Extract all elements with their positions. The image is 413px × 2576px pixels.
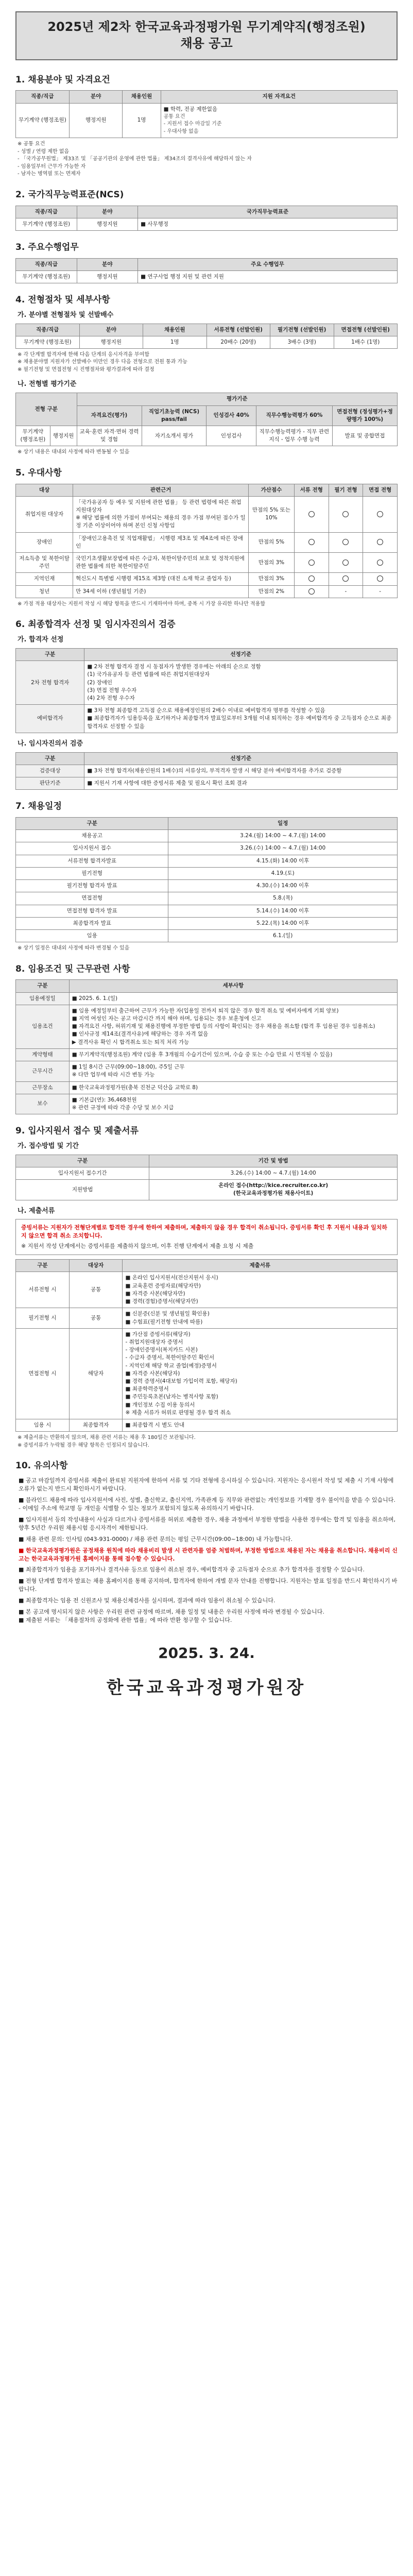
section-preference	[15, 467, 398, 608]
table-row	[16, 1081, 398, 1094]
table-cell: 만점의 3%	[249, 573, 295, 585]
table-cell	[329, 532, 363, 552]
subsection-heading: 나. 전형별 평가기준	[18, 380, 77, 388]
section-notices	[15, 1460, 398, 1624]
applies-circle-icon	[377, 575, 383, 582]
selection-ratio-table	[15, 324, 398, 349]
notice-item: ■ 공고 마감일까지 증빙서류 제출이 완료된 지원자에 한하여 서류 및 기타 전형에 응시하실 수 있습니다. 지원자는 응시원서 작성 및 제출 시 기재 사항에 오류가 없는지 반드시 확인하시기 바랍니다.	[19, 1477, 394, 1492]
table-row	[16, 1005, 398, 1048]
table-cell	[329, 573, 363, 585]
table-header: 구분	[16, 1155, 149, 1167]
table-header: 기간 및 방법	[149, 1155, 398, 1167]
table-cell: 3.24.(월) 14:00 ~ 4.7.(월) 14:00	[168, 830, 398, 842]
section-heading: 1. 채용분야 및 자격요건	[15, 74, 110, 85]
verification-table	[15, 752, 398, 790]
subsection-heading: 가. 접수방법 및 기간	[18, 1142, 79, 1150]
table-cell: ■ 신분증(신분 및 생년월일 확인용) ■ 수험표(필기전형 안내에 따름)	[123, 1308, 398, 1328]
table-cell: 행정지원	[50, 426, 77, 446]
table-header: 제출서류	[123, 1260, 398, 1272]
selection-criteria-table	[15, 648, 398, 733]
table-cell: 해당자	[69, 1328, 123, 1419]
table-cell: ■ 2025. 6. 1.(일)	[69, 992, 397, 1005]
notice-list	[15, 1477, 398, 1624]
ncs-table	[15, 206, 398, 231]
table-header: 인성검사 40%	[206, 405, 256, 426]
documents-table	[15, 1259, 398, 1432]
table-cell: 만점의 5%	[249, 532, 295, 552]
table-cell: 5.8.(목)	[168, 892, 398, 905]
conditions-table	[15, 979, 398, 1114]
table-cell: 5.14.(수) 14:00 이후	[168, 905, 398, 917]
notice-item: ■ 한국교육과정평가원은 공정채용 원칙에 따라 채용비리 발생 시 관련자를 엄중 처벌하며, 부정한 방법으로 채용된 자는 채용을 취소합니다. 채용비리 신고는 한국교육과정평가원 홈페이지를 통해 접수할 수 있습니다.	[19, 1547, 398, 1562]
table-row	[16, 992, 398, 1005]
table-header: 직종/직급	[16, 91, 70, 103]
table-cell: 임용조건	[16, 1005, 70, 1048]
table-cell: 장애인	[16, 532, 73, 552]
table-cell: ■ 한국교육과정평가원(충북 진천군 덕산읍 교학로 8)	[69, 1081, 397, 1094]
section-heading: 8. 임용조건 및 근무관련 사항	[15, 963, 130, 974]
applies-circle-icon	[308, 575, 315, 582]
section-ncs	[15, 189, 398, 231]
table-cell: 1명	[143, 336, 207, 348]
table-row	[16, 842, 398, 855]
table-cell: ■ 2차 전형 합격자 결정 시 동점자가 발생한 경우에는 아래의 순으로 정함 (1) 국가유공자 등 관련 법률에 따른 취업지원대상자 (2) 장애인 (3) 면접 전형 우수자 (4) 2차 전형 우수자	[84, 661, 398, 705]
table-cell: 20배수 (20명)	[206, 336, 270, 348]
table-cell: 행정지원	[79, 336, 143, 348]
evaluation-criteria-table	[15, 393, 398, 446]
table-cell: ■ 연구사업 행정 지원 및 관련 지원	[138, 270, 398, 283]
table-row	[16, 1419, 398, 1432]
table-cell	[363, 496, 398, 532]
table-cell	[363, 573, 398, 585]
table-cell: 서류전형 합격자발표	[16, 855, 168, 867]
table-header: 세부사항	[69, 980, 397, 992]
table-header: 자격요건(평가)	[77, 405, 142, 426]
section-employment-conditions	[15, 963, 398, 1114]
table-cell: 4.19.(토)	[168, 867, 398, 879]
table-header: 일정	[168, 818, 398, 830]
table-cell: 「장애인고용촉진 및 직업재활법」 시행령 제3조 및 제4조에 따른 장애인	[73, 532, 249, 552]
table-row	[16, 1328, 398, 1419]
table-header: 전형 구분	[16, 393, 77, 426]
table-cell: -	[329, 585, 363, 598]
table-row	[16, 892, 398, 905]
section-note: ※ 상기 내용은 대내외 사정에 따라 변동될 수 있음	[18, 449, 130, 455]
table-header: 필기 전형	[329, 484, 363, 496]
section-heading: 6. 최종합격자 선정 및 임시자진의서 검증	[15, 619, 176, 630]
table-cell: 면접전형	[16, 892, 168, 905]
documents-alert-box	[15, 1219, 398, 1255]
table-cell	[329, 553, 363, 573]
table-header: 분야	[79, 324, 143, 336]
table-row	[16, 1094, 398, 1114]
table-cell: 무기계약 (행정조원)	[16, 218, 77, 230]
table-cell: 필기전형	[16, 867, 168, 879]
table-cell	[294, 532, 329, 552]
table-cell: ■ 임용 예정일부터 출근하여 근무가 가능한 자(입용일 전까지 퇴직 않은 경우 합격 취소 및 예비자에게 기회 양보) ■ 지역 여성인 자는 공고 마감시간 까지 해야 하며, 임용되는 경우 보훈청에 신고 ■ 자격요건 사항, 허위기재 및 채용진행에 부정한 방법 등의 사항이 확인되는 경우 채용을 취소함 (합격 후 임용된 경우 임용취소) ■ 인사규정 제14조(결격사유)에 해당하는 경우 자격 없음 ▶ 결격사유 확인 시 합격취소 또는 퇴직 처리 가능	[69, 1005, 397, 1048]
table-header: 직무수행능력평가 60%	[256, 405, 332, 426]
table-cell: 입사지원서 접수	[16, 842, 168, 855]
table-row	[16, 573, 398, 585]
table-row	[16, 553, 398, 573]
table-row	[16, 880, 398, 892]
table-header: 구분	[16, 648, 84, 660]
table-header: 선정기준	[84, 648, 398, 660]
table-header: 면접전형 (선발인원)	[334, 324, 398, 336]
table-row	[16, 1048, 398, 1061]
table-row	[16, 855, 398, 867]
table-row	[16, 830, 398, 842]
table-cell: ■ 3차 전형 최종합격 고득점 순으로 채용예정인원의 2배수 이내로 예비합격자 명부를 작성할 수 있음 ■ 최종합격자가 임용등록을 포기하거나 최종합격자 발표일로부터 3개월 이내 퇴직하는 경우 예비합격자 중 고득점자 순으로 최종합격자로 선정할 수 있음	[84, 705, 398, 733]
table-cell	[294, 496, 329, 532]
table-header: 채용인원	[123, 91, 161, 103]
table-header: 구분	[16, 980, 70, 992]
table-header: 지원 자격요건	[161, 91, 397, 103]
notice-item: ■ 채용 관련 문의: 인사팀 (043-931-0000) / 채용 관련 문의는 평일 근무시간(09:00~18:00) 내 가능합니다.	[19, 1535, 292, 1543]
table-cell: ■ 사무행정	[138, 218, 398, 230]
section-application	[15, 1125, 398, 1449]
applies-circle-icon	[342, 560, 349, 566]
duties-table	[15, 258, 398, 283]
table-header: 평가기준	[77, 393, 397, 405]
schedule-table	[15, 817, 398, 942]
table-cell	[161, 103, 397, 138]
section-note: ※ 공통 요건 - 성별 / 연령 제한 없음 - 「국가공무원법」 제33조 및 「공공기관의 운영에 관한 법률」 제34조의 결격사유에 해당하지 않는 자 - 임용일부터 근무가 가능한 자 - 남자는 병역필 또는 면제자	[18, 141, 252, 177]
table-header: 구분	[16, 818, 168, 830]
section-heading: 5. 우대사항	[15, 467, 62, 478]
section-selection-process	[15, 294, 398, 456]
table-cell: 임용예정일	[16, 992, 70, 1005]
table-cell: 저소득층 및 북한이탈주민	[16, 553, 73, 573]
table-header: 서류 전형	[294, 484, 329, 496]
applies-circle-icon	[308, 560, 315, 566]
applies-circle-icon	[308, 511, 315, 517]
table-cell: 채용공고	[16, 830, 168, 842]
table-cell: 무기계약 (행정조원)	[16, 270, 77, 283]
table-cell: 혁신도시 특별법 시행령 제15조 제3항 (대전 소재 학교 졸업자 등)	[73, 573, 249, 585]
alert-text: ※ 지원서 작성 단계에서는 증빙서류를 제출하지 않으며, 이후 진행 단계에서 제출 요청 시 제출	[21, 1243, 254, 1250]
table-cell: 3배수 (3명)	[270, 336, 334, 348]
section-note: ※ 제출서류는 반환하지 않으며, 채용 관련 서류는 채용 후 180일간 보관됩니다. ※ 증빙서류가 누락될 경우 해당 항목은 인정되지 않습니다.	[18, 1435, 196, 1448]
section-heading: 3. 주요수행업무	[15, 242, 79, 252]
organization-name: 한국교육과정평가원장	[106, 1677, 307, 1698]
table-cell: 지원방법	[16, 1180, 149, 1200]
table-header: 분야	[77, 258, 138, 270]
table-header: 직종/직급	[16, 324, 80, 336]
table-cell: 만 34세 이하 (생년월일 기준)	[73, 585, 249, 598]
table-cell: 만점의 2%	[249, 585, 295, 598]
notice-item: ■ 전형 단계별 합격자 발표는 채용 홈페이지를 통해 공지하며, 합격자에 한하여 개별 문자 안내를 진행합니다. 지원자는 발표 일정을 반드시 확인하시기 바랍니다.	[19, 1578, 398, 1593]
table-cell: 교육·훈련 자격·면허 경력 및 경험	[77, 426, 142, 446]
applies-circle-icon	[342, 539, 349, 545]
notice-item: ■ 입사지원서 등의 작성내용이 사실과 다르거나 증빙서류를 허위로 제출한 경우, 채용 과정에서 부정한 방법을 사용한 경우에는 합격 및 임용을 취소하며, 향후 5년간 우리원 채용시험 응시자격이 제한됩니다.	[19, 1516, 396, 1531]
table-cell	[294, 573, 329, 585]
table-cell: 보수	[16, 1094, 70, 1114]
section-heading: 2. 국가직무능력표준(NCS)	[15, 189, 124, 200]
section-heading: 9. 입사지원서 접수 및 제출서류	[15, 1126, 139, 1137]
section-note: ※ 가점 적용 대상자는 지원서 작성 시 해당 항목을 반드시 기재하여야 하며, 중복 시 가장 유리한 하나만 적용함	[18, 601, 265, 607]
table-cell: 검증대상	[16, 765, 84, 777]
notice-item: ■ 최종합격자는 임용 전 신원조사 및 채용신체검사를 실시하며, 결과에 따라 임용이 취소될 수 있습니다.	[19, 1597, 276, 1604]
alert-red-text: 증빙서류는 지원자가 전형단계별로 합격한 경우에 한하여 제출하며, 제출하지 않을 경우 합격이 취소됩니다. 증빙서류 확인 후 지원서 내용과 일치하지 않으면 합격 취소 조치합니다.	[21, 1224, 388, 1240]
table-cell: 행정지원	[77, 218, 138, 230]
table-cell: 지역인재	[16, 573, 73, 585]
table-cell: 2차 전형 합격자	[16, 661, 84, 705]
table-header: 분야	[69, 91, 123, 103]
table-cell	[363, 553, 398, 573]
table-row	[16, 585, 398, 598]
table-cell: 면접전형 합격자 발표	[16, 905, 168, 917]
applies-circle-icon	[342, 575, 349, 582]
table-header: 구분	[16, 1260, 70, 1272]
table-cell: ■ 기본급(연): 36,468천원 ※ 관련 규정에 따라 각종 수당 및 보수 지급	[69, 1094, 397, 1114]
notice-date: 2025. 3. 24.	[158, 1645, 255, 1662]
table-row	[16, 532, 398, 552]
table-cell: 발표 및 종합면접	[333, 426, 398, 446]
table-cell: 인성검사	[206, 426, 256, 446]
table-cell: 무기계약 (행정조원)	[16, 336, 80, 348]
table-cell: 서류전형 시	[16, 1272, 70, 1308]
table-cell: ■ 온라인 입사지원서(전산지원서 응시) ■ 교육훈련 증빙자료(해당자만) ■ 자격증 사본(해당자만) ■ 경력(경험)증명서(해당자만)	[123, 1272, 398, 1308]
table-row	[16, 905, 398, 917]
subsection-heading: 가. 합격자 선정	[18, 636, 64, 644]
table-header: 대상	[16, 484, 73, 496]
table-cell: 무기계약 (행정조원)	[16, 103, 70, 138]
notice-title-line1: 2025년 제2차 한국교육과정평가원 무기계약직(행정조원)	[47, 20, 366, 34]
recruitment-field-table	[15, 90, 398, 138]
table-header: 주요 수행업무	[138, 258, 398, 270]
table-cell: 면접전형 시	[16, 1328, 70, 1419]
table-cell: 필기전형 시	[16, 1308, 70, 1328]
table-row	[16, 1272, 398, 1308]
table-cell: ■ 3차 전형 합격자(채용인원의 1배수)의 서류상의, 부적격자 발생 시 해당 분야 예비합격자를 추가로 검증함	[84, 765, 398, 777]
table-header: 직종/직급	[16, 206, 77, 218]
section-heading: 4. 전형절차 및 세부사항	[15, 295, 110, 306]
table-cell: 1명	[123, 103, 161, 138]
table-cell: 근무시간	[16, 1061, 70, 1081]
requirement-extra: 공통 요건 - 지원서 접수 마감일 기준 - 우대사항 없음	[163, 113, 222, 134]
table-row	[16, 496, 398, 532]
table-cell: 만점의 3%	[249, 553, 295, 573]
application-link-text[interactable]: 온라인 접수(http://kice.recruiter.co.kr) (한국교육과정평가원 채용사이트)	[149, 1180, 398, 1200]
subsection-heading: 가. 분야별 전형절차 및 선발배수	[18, 311, 114, 319]
section-note: ※ 각 단계별 합격자에 한해 다음 단계의 응시자격을 부여함 ※ 채용분야별 지원자가 선발배수 미만인 경우 다음 전형으로 전원 통과 가능 ※ 필기전형 및 면접전형 시 진행절차와 평가결과에 따라 결정	[18, 351, 187, 372]
table-cell: 필기전형 합격자 발표	[16, 880, 168, 892]
table-cell	[363, 532, 398, 552]
applies-circle-icon	[308, 539, 315, 545]
table-cell: 취업지원 대상자	[16, 496, 73, 532]
table-cell: 행정지원	[77, 270, 138, 283]
table-cell: 자기소개서 평가	[142, 426, 206, 446]
table-header: 분야	[77, 206, 138, 218]
table-header: 직종/직급	[16, 258, 77, 270]
table-header: 면접전형 (정성평가+정량평가 100%)	[333, 405, 398, 426]
applies-circle-icon	[377, 539, 383, 545]
section-main-duties	[15, 241, 398, 283]
table-cell: 1배수 (1명)	[334, 336, 398, 348]
table-cell: 3.26.(수) 14:00 ~ 4.7.(월) 14:00	[149, 1167, 398, 1179]
section-heading: 7. 채용일정	[15, 801, 62, 812]
table-cell: ■ 지원서 기재 사항에 대한 증빙서류 제출 및 필요시 확인 조회 결과	[84, 777, 398, 790]
table-header: 선정기준	[84, 752, 398, 765]
preference-table	[15, 484, 398, 598]
table-cell: 근무장소	[16, 1081, 70, 1094]
section-recruitment-field	[15, 74, 398, 178]
applies-circle-icon	[377, 560, 383, 566]
table-cell: 국민기초생활보장법에 따른 수급자, 북한이탈주민의 보호 및 정착지원에 관한 법률에 의한 북한이탈주민	[73, 553, 249, 573]
subsection-heading: 나. 임시자진의서 검증	[18, 739, 83, 748]
notice-title-box	[15, 11, 398, 60]
table-cell: 청년	[16, 585, 73, 598]
table-cell: 최종합격자 발표	[16, 917, 168, 929]
table-header: 면접 전형	[363, 484, 398, 496]
table-cell: 무기계약 (행정조원)	[16, 426, 50, 446]
table-cell: 임용 시	[16, 1419, 70, 1432]
table-cell: -	[363, 585, 398, 598]
section-heading: 10. 유의사항	[15, 1461, 68, 1471]
table-header: 국가직무능력표준	[138, 206, 398, 218]
table-cell: 계약형태	[16, 1048, 70, 1061]
table-header: 관련근거	[73, 484, 249, 496]
requirement-text: ■ 학력, 전공 제한없음	[163, 106, 217, 112]
notice-item: ■ 본 공고에 명시되지 않은 사항은 우리원 관련 규정에 따르며, 채용 일정 및 내용은 우리원 사정에 따라 변경될 수 있습니다. ■ 제출된 서류는 「채용절차의 공정화에 관한 법률」에 따라 반환 청구할 수 있습니다.	[19, 1608, 324, 1624]
table-cell: 4.30.(수) 14:00 이후	[168, 880, 398, 892]
table-row	[16, 867, 398, 879]
table-header: 대상자	[69, 1260, 123, 1272]
table-cell: 입사지원서 접수기간	[16, 1167, 149, 1179]
table-cell: ■ 무기계약직(행정조원) 계약 (임용 후 3개월의 수습기간이 있으며, 수습 중 또는 수습 만료 시 면직될 수 있음)	[69, 1048, 397, 1061]
table-header: 채용인원	[143, 324, 207, 336]
table-cell: 4.15.(화) 14:00 이후	[168, 855, 398, 867]
section-note: ※ 상기 일정은 대내외 사정에 따라 변경될 수 있음	[18, 945, 130, 952]
table-header: 구분	[16, 752, 84, 765]
applies-circle-icon	[342, 511, 349, 517]
section-final-selection	[15, 618, 398, 790]
table-cell: ■ 1일 8시간 근무(09:00~18:00), 주5일 근무 ※ 다만 업무에 따라 시간 변동 가능	[69, 1061, 397, 1081]
table-cell: 5.22.(목) 14:00 이후	[168, 917, 398, 929]
table-cell: ■ 최종합격 시 별도 안내	[123, 1419, 398, 1432]
subsection-heading: 나. 제출서류	[18, 1207, 55, 1215]
table-cell	[294, 585, 329, 598]
table-header: 서류전형 (선발인원)	[206, 324, 270, 336]
table-header: 필기전형 (선발인원)	[270, 324, 334, 336]
table-cell: 직무수행능력평가 - 직무 관련 지식 - 업무 수행 능력	[256, 426, 332, 446]
application-method-table	[15, 1155, 398, 1200]
table-cell: 3.26.(수) 14:00 ~ 4.7.(월) 14:00	[168, 842, 398, 855]
table-cell: 행정지원	[69, 103, 123, 138]
table-row	[16, 929, 398, 942]
table-row	[16, 1308, 398, 1328]
notice-item: ■ 블라인드 채용에 따라 입사지원서에 사진, 성별, 출신학교, 출신지역, 가족관계 등 직무와 관련없는 개인정보를 기재할 경우 불이익을 받을 수 있습니다. - 이메일 주소에 학교명 등 개인을 식별할 수 있는 정보가 포함되지 않도록 유의하시기 바랍니다.	[19, 1496, 395, 1512]
notice-item: ■ 최종합격자가 임용을 포기하거나 결격사유 등으로 임용이 취소된 경우, 예비합격자 중 고득점자 순으로 추가 합격자를 결정할 수 있습니다.	[19, 1566, 365, 1573]
table-cell: ■ 가산점 증빙서류(해당자) - 취업지원대상자 증명서 - 장애인증명서(복지카드 사본) - 수급자 증명서, 북한이탈주민 확인서 - 지역인재 해당 학교 졸업(예정)증명서 ■ 자격증 사본(해당자) ■ 경력 증명서(4대보험 가입이력 포함, 해당자) ■ 최종학력증명서 ■ 주민등록초본(남자는 병적사항 포함) ■ 개인정보 수집 이용 동의서 ※ 제출 서류가 허위로 판명될 경우 합격 취소	[123, 1328, 398, 1419]
table-header: 가산점수	[249, 484, 295, 496]
table-cell: 공통	[69, 1308, 123, 1328]
table-header: 직업기초능력 (NCS) pass/fail	[142, 405, 206, 426]
table-cell: 임용	[16, 929, 168, 942]
table-cell: 최종합격자	[69, 1419, 123, 1432]
table-cell	[329, 496, 363, 532]
notice-title-line2: 채용 공고	[180, 36, 233, 51]
table-row	[16, 917, 398, 929]
table-cell: 판단기준	[16, 777, 84, 790]
table-cell: 예비합격자	[16, 705, 84, 733]
table-row	[16, 1061, 398, 1081]
applies-circle-icon	[377, 511, 383, 517]
section-schedule	[15, 800, 398, 952]
table-cell: 공통	[69, 1272, 123, 1308]
table-cell: 6.1.(일)	[168, 929, 398, 942]
table-cell	[294, 553, 329, 573]
table-cell: 만점의 5% 또는 10%	[249, 496, 295, 532]
table-cell: 「국가유공자 등 예우 및 지원에 관한 법률」 등 관련 법령에 따른 취업지원대상자 ※ 해당 법률에 의한 가점이 부여되는 채용의 경우 가점 부여된 점수가 일정 기준 이상이어야 하며 본인 신청 사항임	[73, 496, 249, 532]
applies-circle-icon	[308, 588, 315, 595]
